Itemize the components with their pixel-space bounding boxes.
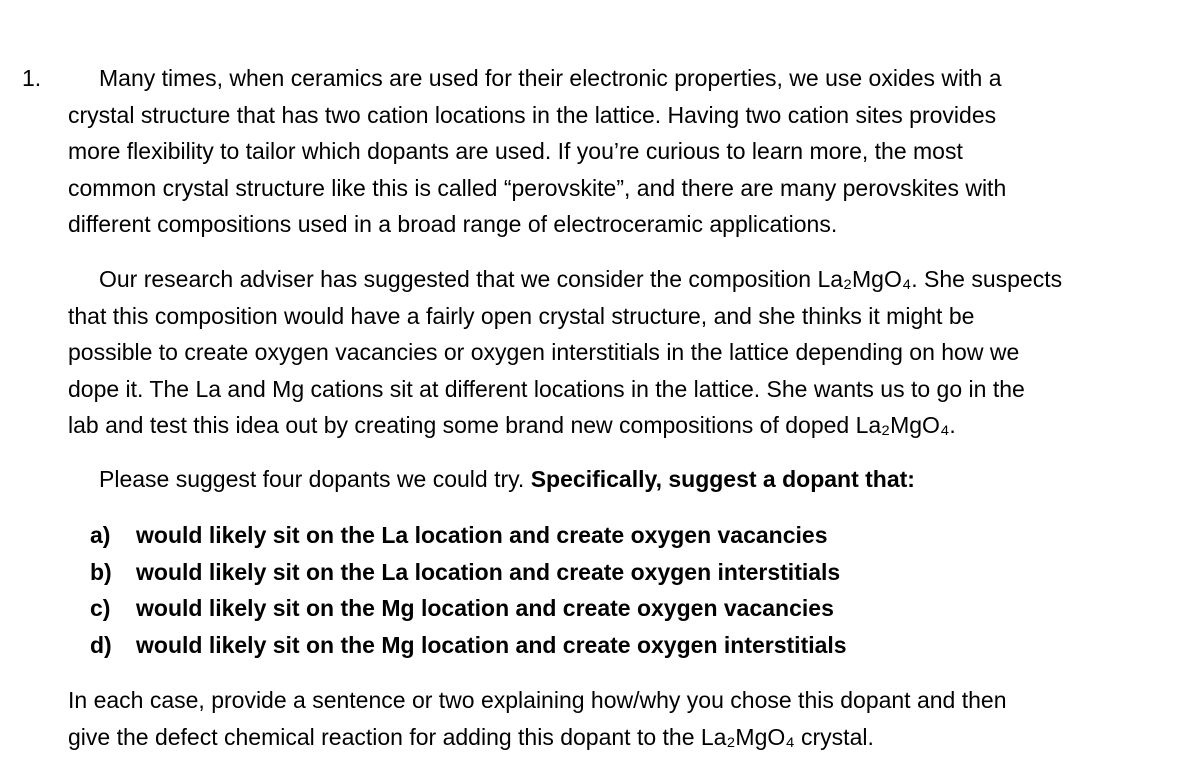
composition-paragraph [68,261,1153,444]
option-label: c) [90,595,111,621]
option-label: b) [90,558,112,585]
dopant-options-list [90,517,847,663]
paragraph-line: that this composition would have a fairly open crystal structure, and she thinks it might be [68,302,975,329]
option-item [90,554,847,591]
option-label: d) [90,631,112,658]
paragraph-line: possible to create oxygen vacancies or oxygen interstitials in the lattice depending on how we [68,339,1020,365]
option-item [90,590,847,627]
paragraph-line: more flexibility to tailor which dopants are used. If you’re curious to learn more, the most [68,138,963,164]
option-item [90,627,847,664]
paragraph-line: Our research adviser has suggested that we consider the composition La₂MgO₄. She suspects [99,266,1063,292]
paragraph-line: Many times, when ceramics are used for their electronic properties, we use oxides with a [99,65,1002,91]
question-number: 1. [22,65,42,91]
instruction-bold-text: Specifically, suggest a dopant that: [530,466,915,492]
option-text: would likely sit on the La location and create oxygen vacancies [136,522,828,548]
option-text: would likely sit on the Mg location and create oxygen interstitials [136,631,847,658]
paragraph-line: In each case, provide a sentence or two explaining how/why you chose this dopant and then [68,687,1007,713]
instruction-text: Please suggest four dopants we could try. [99,466,525,492]
instruction-paragraph [68,461,1178,498]
closing-paragraph [68,682,1153,755]
paragraph-line: dope it. The La and Mg cations sit at different locations in the lattice. She wants us to go in the [68,375,1025,402]
option-text: would likely sit on the La location and create oxygen interstitials [136,558,841,585]
paragraph-line: lab and test this idea out by creating some brand new compositions of doped La₂MgO₄. [68,412,956,438]
option-text: would likely sit on the Mg location and create oxygen vacancies [136,595,834,621]
option-item [90,517,847,554]
paragraph-line: different compositions used in a broad range of electroceramic applications. [68,211,838,237]
option-label: a) [90,522,111,548]
intro-paragraph [68,60,1153,243]
paragraph-line: give the defect chemical reaction for adding this dopant to the La₂MgO₄ crystal. [68,723,874,750]
paragraph-line: crystal structure that has two cation locations in the lattice. Having two cation sites provides [68,101,997,128]
paragraph-line: common crystal structure like this is called “perovskite”, and there are many perovskites with [68,174,1007,201]
